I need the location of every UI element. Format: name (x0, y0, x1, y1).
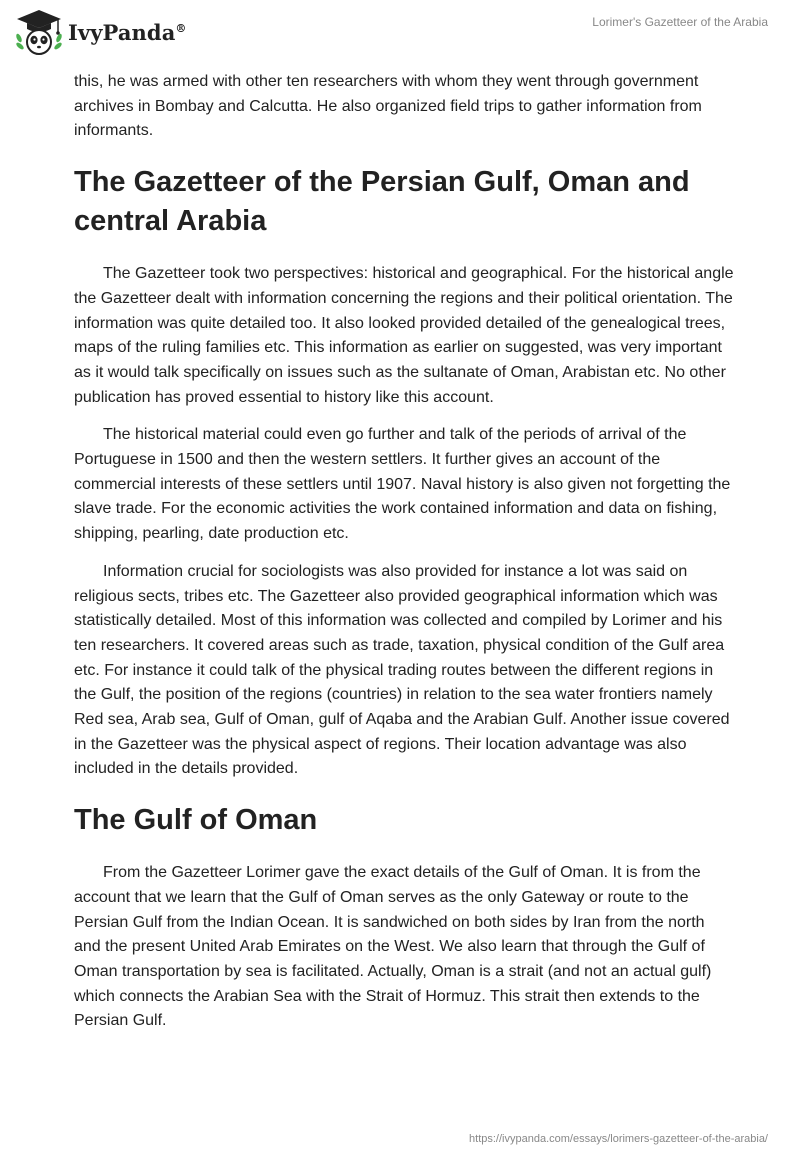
page-header (0, 0, 800, 64)
brand-name: IvyPanda® (68, 19, 187, 45)
section-heading: The Gulf of Oman (74, 804, 318, 837)
panda-graduate-icon (14, 8, 64, 56)
paragraph: Information crucial for sociologists was also provided for instance a lot was said on religious sects, tribes etc. The Gazetteer also provided geographical information which was statistically detailed. Most of this information was collected and compiled by Lorimer and his ten researchers. It covered areas such as trade, taxation, physical condition of the Gulf area etc. For instance it could talk of the physical trading routes between the different regions in the Gulf, the position of the regions (countries) in relation to the sea water frontiers namely Red sea, Arab sea, Gulf of Oman, gulf of Aqaba and the Arabian Gulf. Another issue covered in the Gazetteer was the physical aspect of regions. Their location advantage was also included in the details provided. (74, 562, 730, 778)
section-heading: The Gazetteer of the Persian Gulf, Oman and central Arabia (74, 166, 690, 238)
paragraph: The historical material could even go further and talk of the periods of arrival of the Portuguese in 1500 and then the western settlers. It further gives an account of the commercial interests of these settlers until 1907. Naval history is also given not forgetting the slave trade. For the economic activities the work contained information and data on fishing, shipping, pearling, date production etc. (74, 426, 731, 543)
document-title: Lorimer's Gazetteer of the Arabia (592, 15, 768, 29)
paragraph: The Gazetteer took two perspectives: historical and geographical. For the historical angle the Gazetteer dealt with information concerning the regions and their political orientation. The information was quite detailed too. It also looked provided detailed of the genealogical trees, maps of the ruling families etc. This information as earlier on suggested, was very important as it would talk specifically on issues such as the sultanate of Oman, Arabistan etc. No other publication has proved essential to history like this account. (74, 265, 734, 406)
paragraph: From the Gazetteer Lorimer gave the exact details of the Gulf of Oman. It is from the account that we learn that the Gulf of Oman serves as the only Gateway or route to the Persian Gulf from the Indian Ocean. It is sandwiched on both sides by Iran from the north and the present United Arab Emirates on the West. We also learn that through the Gulf of Oman transportation by sea is facilitated. Actually, Oman is a strait (and not an actual gulf) which connects the Arabian Sea with the Strait of Hormuz. This strait then extends to the Persian Gulf. (74, 864, 712, 1030)
ivypanda-logo[interactable] (14, 8, 187, 56)
intro-paragraph: this, he was armed with other ten researchers with whom they went through government archives in Bombay and Calcutta. He also organized field trips to gather information from informants. (74, 73, 702, 140)
article-body (74, 70, 734, 1047)
source-url[interactable]: https://ivypanda.com/essays/lorimers-gazetteer-of-the-arabia/ (469, 1133, 768, 1145)
